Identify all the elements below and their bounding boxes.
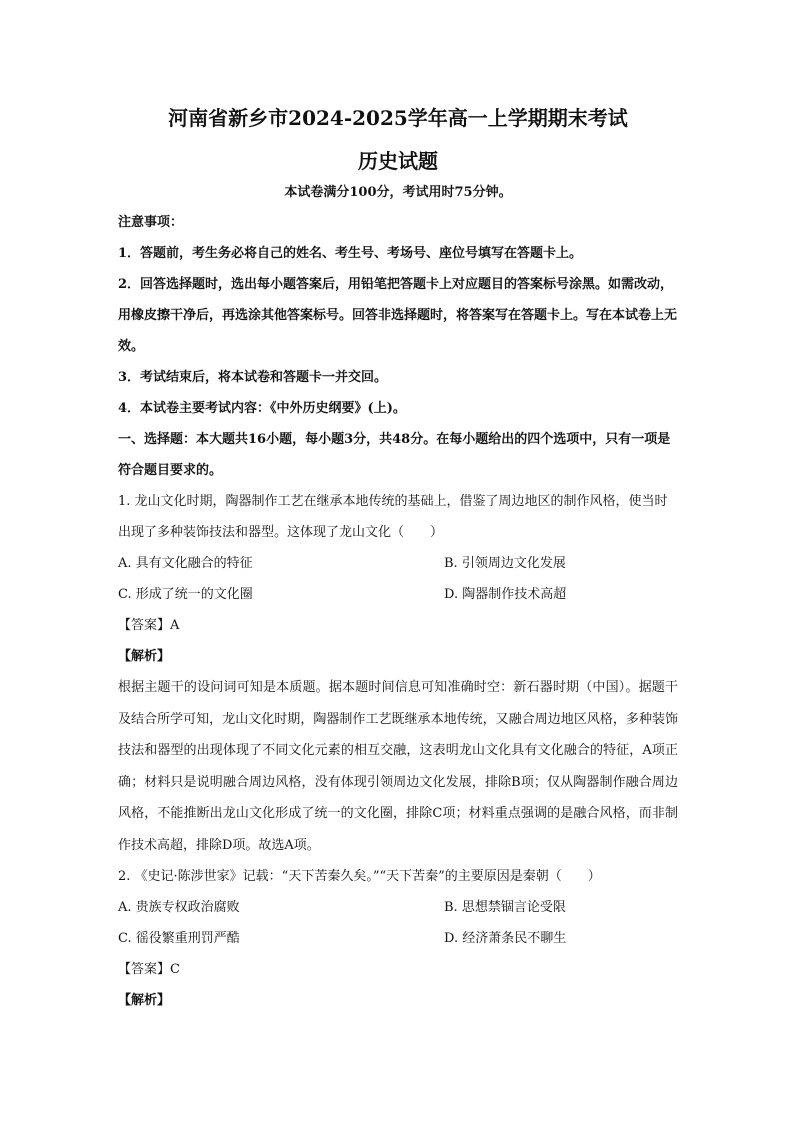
- score-info: 本试卷满分100分，考试用时75分钟。: [284, 185, 512, 200]
- question-stem: 2. 《史记·陈涉世家》记载：“天下苦秦久矣。”“天下苦秦”的主要原因是秦朝（ ）: [118, 869, 601, 884]
- analysis-text: 根据主题干的设问词可知是本质题。据本题时间信息可知准确时空：新石器时期（中国）。据题干及结合所学可知，龙山文化时期，陶器制作工艺既继承本地传统，又融合周边地区风格，多种装饰技法和器型的出现体现了不同文化元素的相互交融，这表明龙山文化具有文化融合的特征，A项正确；材料只是说明融合周边风格，没有体现引领周边文化发展，排除B项；仅从陶器制作融合周边风格，不能推断出龙山文化形成了统一的文化圈，排除C项；材料重点强调的是融合风格，而非制作技术高超，排除D项。故选A项。: [118, 680, 678, 853]
- option-a: A. 具有文化融合的特征: [118, 556, 253, 571]
- analysis-label: 【解析】: [118, 993, 171, 1008]
- option-c: C. 徭役繁重刑罚严酷: [118, 931, 240, 946]
- options-grid: [118, 548, 678, 610]
- option-a: A. 贵族专权政治腐败: [118, 900, 240, 915]
- options-grid: [118, 892, 678, 954]
- option-d: D. 陶器制作技术高超: [444, 587, 567, 602]
- notice-item-4: 4．本试卷主要考试内容：《中外历史纲要》(上)。: [118, 401, 406, 416]
- section-heading: 一、选择题：本大题共16小题，每小题3分，共48分。在每小题给出的四个选项中，只有一项是符合题目要求的。: [118, 432, 671, 478]
- question-stem: 1. 龙山文化时期，陶器制作工艺在继承本地传统的基础上，借鉴了周边地区的制作风格，使当时出现了多种装饰技法和器型。这体现了龙山文化（ ）: [118, 494, 668, 540]
- exam-subject-title: 历史试题: [358, 149, 438, 173]
- option-d: D. 经济萧条民不聊生: [444, 931, 567, 946]
- option-b: B. 引领周边文化发展: [444, 556, 566, 571]
- notice-block: [118, 207, 678, 424]
- answer-label: 【答案】C: [118, 962, 180, 977]
- notice-item-3: 3．考试结束后，将本试卷和答题卡一并交回。: [118, 370, 388, 385]
- option-c: C. 形成了统一的文化圈: [118, 587, 253, 602]
- option-b: B. 思想禁锢言论受限: [444, 900, 566, 915]
- notice-item-1: 1．答题前，考生务必将自己的姓名、考生号、考场号、座位号填写在答题卡上。: [118, 246, 583, 261]
- analysis-label: 【解析】: [118, 649, 171, 664]
- notice-item-2: 2．回答选择题时，选出每小题答案后，用铅笔把答题卡上对应题目的答案标号涂黑。如需改动，用橡皮擦干净后，再选涂其他答案标号。回答非选择题时，将答案写在答题卡上。写在本试卷上无效。: [118, 277, 678, 354]
- page-content: [118, 104, 678, 1016]
- answer-label: 【答案】A: [118, 618, 180, 633]
- question-2: [118, 861, 678, 1016]
- notice-heading: 注意事项：: [118, 215, 184, 230]
- exam-title: 河南省新乡市2024-2025学年高一上学期期末考试: [168, 106, 628, 130]
- question-1: [118, 486, 678, 861]
